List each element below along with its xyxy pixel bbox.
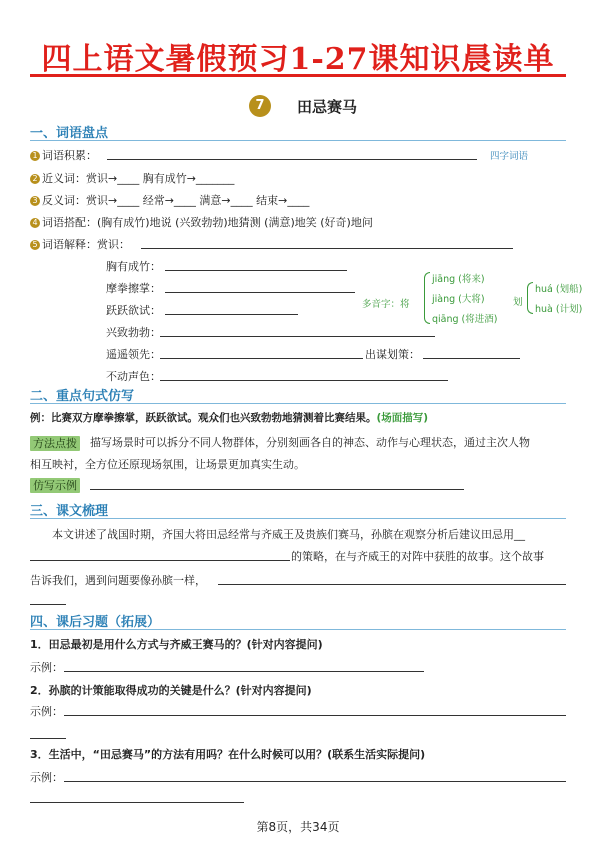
polyphone-reading: jiāng (将来) xyxy=(432,274,485,285)
polyphone-reading-2: huá (划船) xyxy=(535,284,583,295)
question-1: 1．田忌最初是用什么方式与齐威王赛马的？(针对内容提问) xyxy=(30,638,323,651)
polyphone-brace xyxy=(424,272,430,324)
page-title: 四上语文暑假预习1-27课知识晨读单 xyxy=(41,42,555,77)
method-line-1: 描写场景时可以拆分不同人物群体，分别刻画各自的神态、动作与心理状态，通过主次人物 xyxy=(90,436,530,449)
example-sentence xyxy=(30,410,428,425)
item-number: 4 xyxy=(30,218,40,228)
imitate-tag: 仿写示例 xyxy=(30,478,80,493)
polyphone-reading: jiàng (大将) xyxy=(432,294,485,305)
explain-term: 兴致勃勃： xyxy=(106,326,161,339)
imitate-tag-wrap xyxy=(30,474,80,493)
explain-blank-6[interactable] xyxy=(160,358,363,359)
example-tag: (场面描写) xyxy=(376,412,429,424)
four-char-note: 四字词语 xyxy=(490,151,529,162)
synonym-label: 近义词： xyxy=(42,172,86,185)
imitate-blank-line[interactable] xyxy=(90,489,464,490)
section-2-rule xyxy=(30,403,566,404)
explain-term-extra: 出谋划策： xyxy=(365,348,420,361)
collocation-label: 词语搭配： xyxy=(42,216,97,229)
explain-row xyxy=(30,236,130,252)
synonym-row xyxy=(30,170,234,186)
item-number: 3 xyxy=(30,196,40,206)
answer-blank-3[interactable] xyxy=(64,781,566,782)
section-1-title: 一、词语盘点 xyxy=(30,126,109,141)
page-number: 第8页，共34页 xyxy=(256,820,340,834)
summary-blank-3[interactable] xyxy=(30,604,66,605)
collocation-row xyxy=(30,214,373,230)
answer-blank-2b[interactable] xyxy=(30,738,66,739)
polyphone-reading-2: huà (计划) xyxy=(535,304,583,315)
method-tag-wrap xyxy=(30,432,80,451)
explain-first-term: 赏识： xyxy=(97,238,130,251)
section-4-title: 四、课后习题（拓展） xyxy=(30,615,161,630)
answer-blank-3b[interactable] xyxy=(30,802,244,803)
summary-line-2: 的策略，在与齐威王的对阵中获胜的故事。这个故事 xyxy=(291,550,544,563)
polyphone-brace-2 xyxy=(527,282,533,314)
example-text: 例：比赛双方摩拳擦掌，跃跃欲试。观众们也兴致勃勃地猜测着比赛结果。 xyxy=(30,412,377,424)
question-3: 3．生活中，“田忌赛马”的方法有用吗？在什么时候可以用？(联系生活实际提问) xyxy=(30,748,426,761)
explain-term: 不动声色： xyxy=(106,370,161,383)
explain-blank-1[interactable] xyxy=(141,248,513,249)
explain-term: 胸有成竹： xyxy=(106,260,161,273)
explain-blank-4[interactable] xyxy=(165,314,298,315)
question-2: 2．孙膑的计策能取得成功的关键是什么？(针对内容提问) xyxy=(30,684,312,697)
summary-blank-1[interactable] xyxy=(30,560,290,561)
title-underline xyxy=(30,74,566,77)
polyphone-label: 多音字：将 xyxy=(362,299,410,310)
method-tag: 方法点拨 xyxy=(30,436,80,451)
section-3-rule xyxy=(30,518,566,519)
item-number: 2 xyxy=(30,174,40,184)
antonym-text: 赏识→____ 经常→____ 满意→____ 结束→____ xyxy=(86,194,310,207)
section-4-rule xyxy=(30,629,566,630)
answer-blank-2[interactable] xyxy=(64,715,566,716)
example-label: 示例： xyxy=(30,771,63,784)
example-label: 示例： xyxy=(30,705,63,718)
explain-blank-2[interactable] xyxy=(165,270,347,271)
synonym-text: 赏识→____ 胸有成竹→_______ xyxy=(86,172,235,185)
explain-blank-5[interactable] xyxy=(160,336,435,337)
summary-line-3: 告诉我们，遇到问题要像孙膑一样， xyxy=(30,574,206,587)
lesson-title: 田忌赛马 xyxy=(297,98,358,116)
method-line-2: 相互映衬，全方位还原现场氛围，让场景更加真实生动。 xyxy=(30,458,305,471)
polyphone-reading: qiāng (将进酒) xyxy=(432,314,498,325)
explain-blank-7[interactable] xyxy=(423,358,520,359)
section-1-rule xyxy=(30,140,566,141)
summary-blank-2[interactable] xyxy=(218,584,566,585)
vocab-label: 词语积累： xyxy=(42,149,97,162)
explain-term: 摩拳擦掌： xyxy=(106,282,161,295)
explain-blank-8[interactable] xyxy=(160,380,448,381)
answer-blank-1[interactable] xyxy=(64,671,424,672)
explain-term: 跃跃欲试： xyxy=(106,304,161,317)
explain-term: 遥遥领先： xyxy=(106,348,161,361)
polyphone-label-2: 划 xyxy=(513,297,523,308)
item-number: 5 xyxy=(30,240,40,250)
item-number: 1 xyxy=(30,151,40,161)
section-3-title: 三、课文梳理 xyxy=(30,504,109,519)
example-label: 示例： xyxy=(30,661,63,674)
explain-blank-3[interactable] xyxy=(165,292,355,293)
section-2-title: 二、重点句式仿写 xyxy=(30,389,135,404)
antonym-row xyxy=(30,192,309,208)
lesson-number-badge: 7 xyxy=(249,95,271,117)
vocab-row-1 xyxy=(30,147,97,163)
summary-line-1: 本文讲述了战国时期，齐国大将田忌经常与齐威王及贵族们赛马，孙膑在观察分析后建议田忌用__ xyxy=(52,528,525,541)
explain-label: 词语解释： xyxy=(42,238,97,251)
collocation-text: (胸有成竹)地说 (兴致勃勃)地猜测 (满意)地笑 (好奇)地问 xyxy=(97,216,373,229)
vocab-blank-line[interactable] xyxy=(107,159,477,160)
antonym-label: 反义词： xyxy=(42,194,86,207)
